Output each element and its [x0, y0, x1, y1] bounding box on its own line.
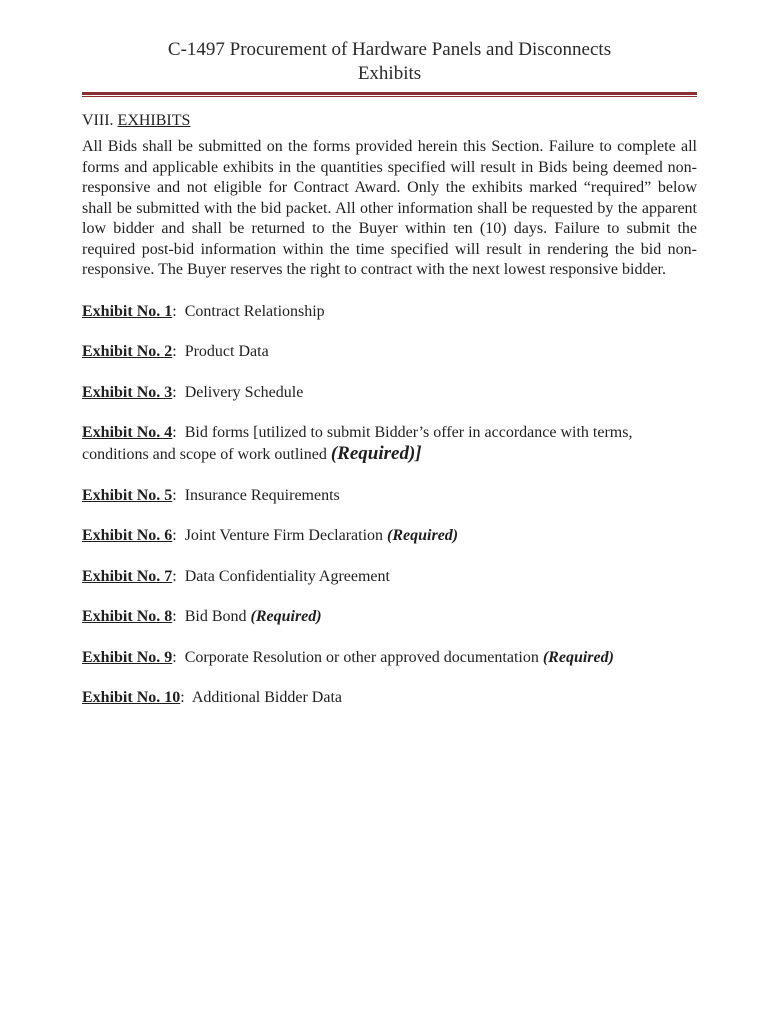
- exhibit-item-8: Exhibit No. 8: Bid Bond (Required): [82, 608, 322, 625]
- exhibit-label: Exhibit No. 6: [82, 527, 173, 544]
- exhibit-description: Joint Venture Firm Declaration: [184, 527, 384, 544]
- section-intro-paragraph: All Bids shall be submitted on the forms provided herein this Section. Failure to complete all forms and applicable exhibits in the quantities specified will result in Bids being deemed non-responsive and not eligible for Contract Award. Only the exhibits marked “required” below shall be submitted with the bid packet. All other information shall be requested by the apparent low bidder and shall be returned to the Buyer within ten (10) days. Failure to submit the required post-bid information within the time specified will result in rendering the bid non-responsive. The Buyer reserves the right to contract with the next lowest responsive bidder.: [82, 138, 697, 278]
- exhibit-label: Exhibit No. 3: [82, 383, 173, 401]
- exhibit-description: Insurance Requirements: [184, 486, 340, 504]
- section-title: EXHIBITS: [117, 112, 191, 129]
- exhibit-item-4: Exhibit No. 4: Bid forms [utilized to submit Bidder’s offer in accordance with terms, conditions and scope of work outlined (Required)]: [82, 424, 633, 464]
- exhibit-description: Contract Relationship: [184, 302, 325, 320]
- exhibit-description: Corporate Resolution or other approved documentation: [184, 648, 539, 666]
- page-header: [82, 38, 697, 86]
- section-heading: [82, 111, 697, 131]
- exhibit-item-2: Exhibit No. 2: Product Data: [82, 343, 269, 360]
- exhibit-label: Exhibit No. 5: [82, 486, 173, 504]
- exhibit-item-1: Exhibit No. 1: Contract Relationship: [82, 302, 325, 320]
- exhibit-label: Exhibit No. 10: [82, 689, 181, 706]
- exhibit-label: Exhibit No. 9: [82, 648, 173, 666]
- exhibit-description: Bid forms [utilized to submit Bidder’s offer in accordance with terms, conditions and scope of work outlined: [82, 424, 633, 463]
- section-number: VIII.: [82, 112, 114, 129]
- header-divider: [82, 92, 697, 97]
- exhibit-description: Product Data: [184, 343, 269, 360]
- exhibit-label: Exhibit No. 2: [82, 343, 173, 360]
- exhibit-item-9: Exhibit No. 9: Corporate Resolution or other approved documentation (Required): [82, 648, 614, 666]
- required-marker: (Required)]: [330, 443, 422, 464]
- exhibit-item-5: Exhibit No. 5: Insurance Requirements: [82, 486, 340, 504]
- exhibit-description: Delivery Schedule: [184, 383, 304, 401]
- exhibit-label: Exhibit No. 4: [82, 424, 173, 441]
- document-page: [82, 38, 697, 728]
- exhibit-list: [82, 301, 697, 709]
- exhibit-label: Exhibit No. 8: [82, 608, 173, 625]
- exhibit-item-10: Exhibit No. 10: Additional Bidder Data: [82, 689, 342, 706]
- exhibit-item-7: Exhibit No. 7: Data Confidentiality Agreement: [82, 567, 390, 585]
- required-marker: (Required): [387, 527, 459, 544]
- document-title: C-1497 Procurement of Hardware Panels and Disconnects: [167, 39, 612, 60]
- exhibit-description: Additional Bidder Data: [191, 689, 342, 706]
- exhibit-item-6: Exhibit No. 6: Joint Venture Firm Declaration (Required): [82, 527, 459, 544]
- document-subtitle: Exhibits: [357, 63, 422, 84]
- required-marker: (Required): [542, 648, 614, 666]
- exhibit-label: Exhibit No. 7: [82, 567, 173, 585]
- exhibit-label: Exhibit No. 1: [82, 302, 173, 320]
- required-marker: (Required): [250, 608, 322, 625]
- exhibit-item-3: Exhibit No. 3: Delivery Schedule: [82, 383, 304, 401]
- exhibit-description: Data Confidentiality Agreement: [184, 567, 390, 585]
- exhibit-description: Bid Bond: [184, 608, 247, 625]
